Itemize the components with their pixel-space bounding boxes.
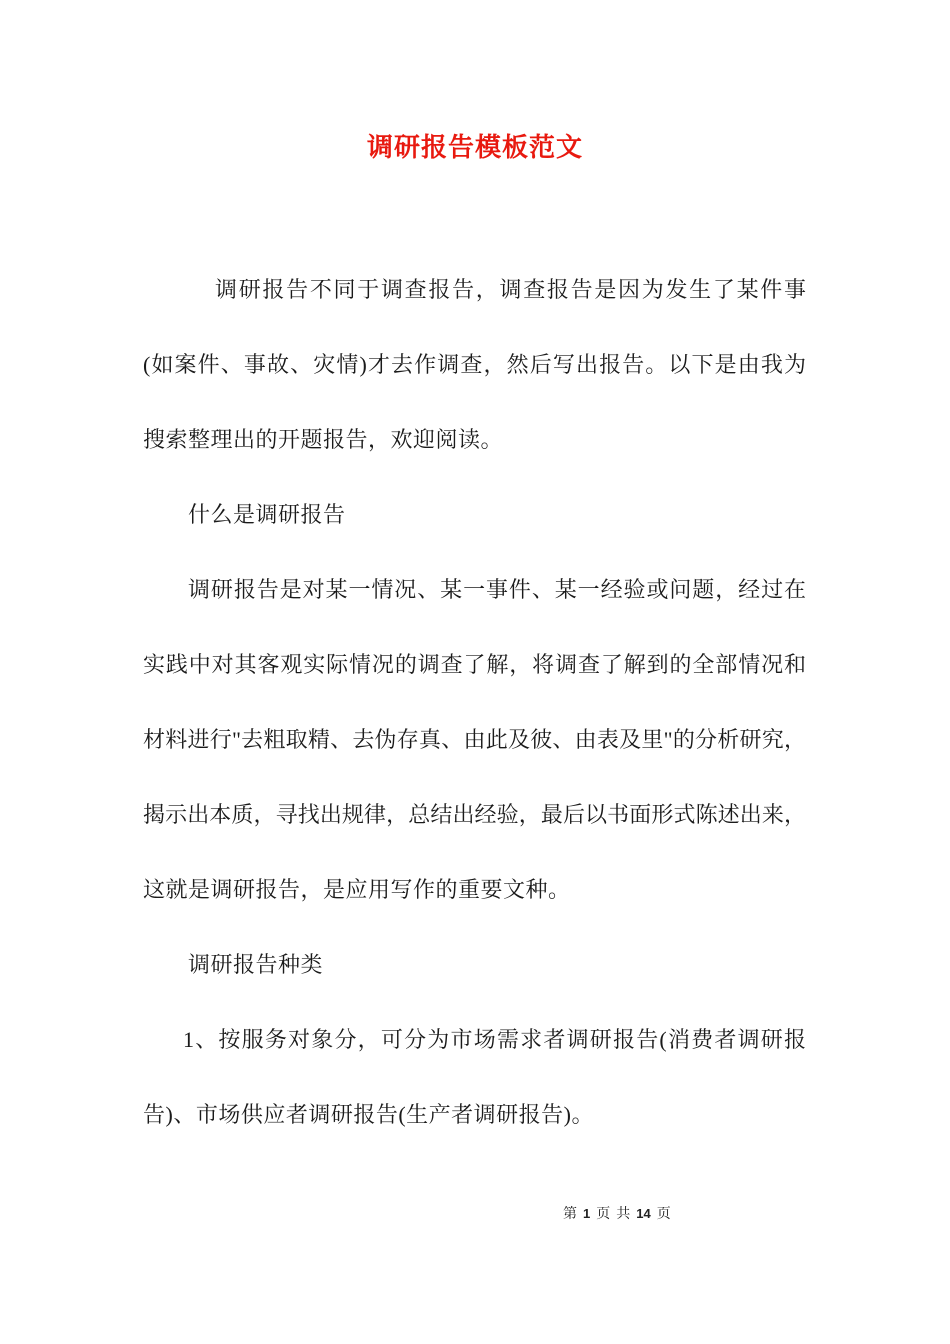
body-line: 调研报告不同于调查报告，调查报告是因为发生了某件事 bbox=[215, 277, 806, 302]
body-line: 材料进行"去粗取精、去伪存真、由此及彼、由表及里"的分析研究， bbox=[143, 727, 806, 752]
body-line: 这就是调研报告，是应用写作的重要文种。 bbox=[143, 877, 571, 902]
body-line: 揭示出本质，寻找出规律，总结出经验，最后以书面形式陈述出来， bbox=[143, 802, 806, 827]
total-page-count: 14 bbox=[636, 1206, 651, 1221]
body-line: 调研报告是对某一情况、某一事件、某一经验或问题，经过在 bbox=[188, 577, 806, 602]
document-title: 调研报告模板范文 bbox=[366, 133, 583, 162]
section-heading: 调研报告种类 bbox=[188, 952, 324, 977]
footer-label: 页 bbox=[596, 1207, 611, 1222]
current-page-number: 1 bbox=[583, 1206, 591, 1221]
document-body bbox=[143, 252, 806, 1152]
section-heading: 什么是调研报告 bbox=[188, 502, 346, 527]
paragraph bbox=[143, 927, 806, 1002]
footer-label: 页 bbox=[656, 1207, 671, 1222]
page-number-footer bbox=[563, 1205, 671, 1224]
footer-label: 第 bbox=[563, 1207, 577, 1222]
paragraph bbox=[143, 252, 806, 477]
body-line: 1、按服务对象分，可分为市场需求者调研报告(消费者调研报 bbox=[183, 1027, 807, 1052]
body-line: 告)、市场供应者调研报告(生产者调研报告)。 bbox=[143, 1102, 594, 1127]
body-line: 搜索整理出的开题报告，欢迎阅读。 bbox=[143, 427, 504, 452]
body-line: 实践中对其客观实际情况的调查了解，将调查了解到的全部情况和 bbox=[143, 652, 806, 677]
paragraph bbox=[143, 477, 806, 552]
body-line: (如案件、事故、灾情)才去作调查，然后写出报告。以下是由我为 bbox=[143, 352, 806, 377]
footer-label: 共 bbox=[616, 1207, 631, 1222]
paragraph bbox=[143, 1002, 806, 1152]
paragraph bbox=[143, 552, 806, 927]
